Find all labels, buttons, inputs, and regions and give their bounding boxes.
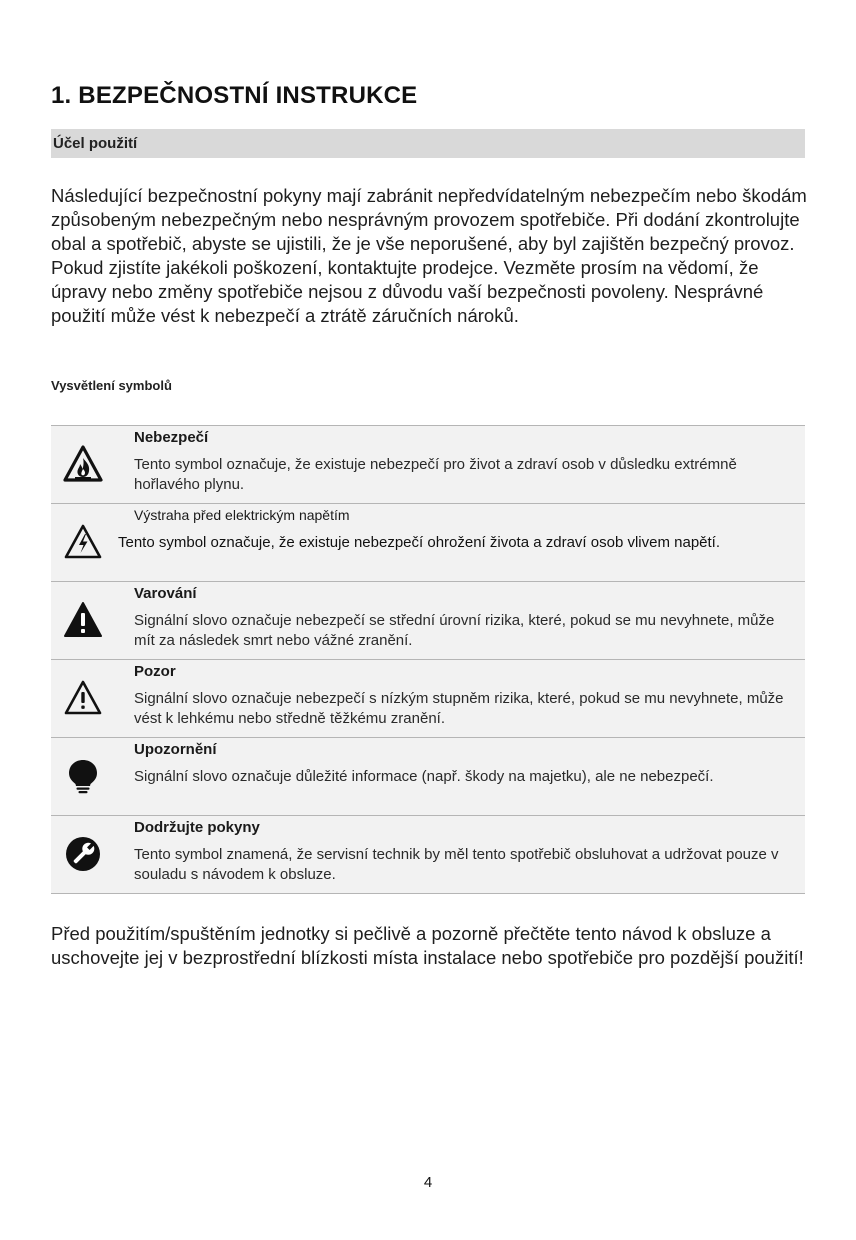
symbol-title: Pozor: [134, 663, 176, 680]
symbol-row-caution: [51, 660, 805, 738]
wrench-icon: [63, 834, 103, 874]
symbol-title: Výstraha před elektrickým napětím: [134, 507, 350, 523]
lightbulb-icon: [63, 756, 103, 796]
flammable-warning-icon: [63, 444, 103, 484]
symbol-row-danger: [51, 426, 805, 504]
symbol-description: Signální slovo označuje nebezpečí s nízkým stupněm rizika, které, pokud se mu nevyhnete, může vést k lehkému nebo středně těžkému zranění.: [134, 690, 784, 727]
symbols-table: [51, 425, 805, 894]
closing-paragraph: Před použitím/spuštěním jednotky si pečlivě a pozorně přečtěte tento návod k obsluze a uschovejte jej v bezprostřední blízkosti místa instalace nebo spotřebiče pro pozdější použití!: [51, 923, 804, 968]
symbol-row-warning: [51, 582, 805, 660]
page-number: 4: [423, 1174, 433, 1191]
section-title: Účel použití: [53, 135, 138, 152]
symbol-row-follow-instructions: [51, 816, 805, 894]
electric-hazard-icon: [63, 522, 103, 562]
symbol-title: Varování: [134, 585, 197, 602]
symbol-description: Tento symbol znamená, že servisní technik by měl tento spotřebič obsluhovat a udržovat pouze v souladu s návodem k obsluze.: [134, 846, 779, 883]
caution-outline-icon: [63, 678, 103, 718]
symbol-row-notice: [51, 738, 805, 816]
symbol-description: Tento symbol označuje, že existuje nebezpečí pro život a zdraví osob v důsledku extrémně hořlavého plynu.: [134, 456, 737, 493]
symbol-description: Signální slovo označuje nebezpečí se střední úrovní rizika, které, pokud se mu nevyhnete, může mít za následek smrt nebo vážné zranění.: [134, 612, 775, 649]
symbols-heading: Vysvětlení symbolů: [51, 378, 172, 393]
symbol-description: Tento symbol označuje, že existuje nebezpečí ohrožení života a zdraví osob vlivem napětí.: [118, 534, 720, 551]
symbol-description: Signální slovo označuje důležité informace (např. škody na majetku), ale ne nebezpečí.: [134, 768, 714, 785]
warning-filled-icon: [63, 600, 103, 640]
symbol-title: Upozornění: [134, 741, 217, 758]
symbol-title: Dodržujte pokyny: [134, 819, 260, 836]
page-title: 1. BEZPEČNOSTNÍ INSTRUKCE: [51, 82, 418, 109]
symbol-title: Nebezpečí: [134, 429, 209, 446]
section-header-bar: [51, 129, 805, 158]
symbol-row-electric: [51, 504, 805, 582]
intro-paragraph: Následující bezpečnostní pokyny mají zabránit nepředvídatelným nebezpečím nebo škodám způsobeným nebezpečným nebo nesprávným provozem spotřebiče. Při dodání zkontrolujte obal a spotřebič, abyste se ujistili, že je vše neporušené, aby byl zajištěn bezpečný provoz. Pokud zjistíte jakékoli poškození, kontaktujte prodejce. Vezměte prosím na vědomí, že úpravy nebo změny spotřebiče nejsou z důvodu vaší bezpečnosti povoleny. Nesprávné použití může vést k nebezpečí a ztrátě záručních nároků.: [51, 185, 807, 326]
